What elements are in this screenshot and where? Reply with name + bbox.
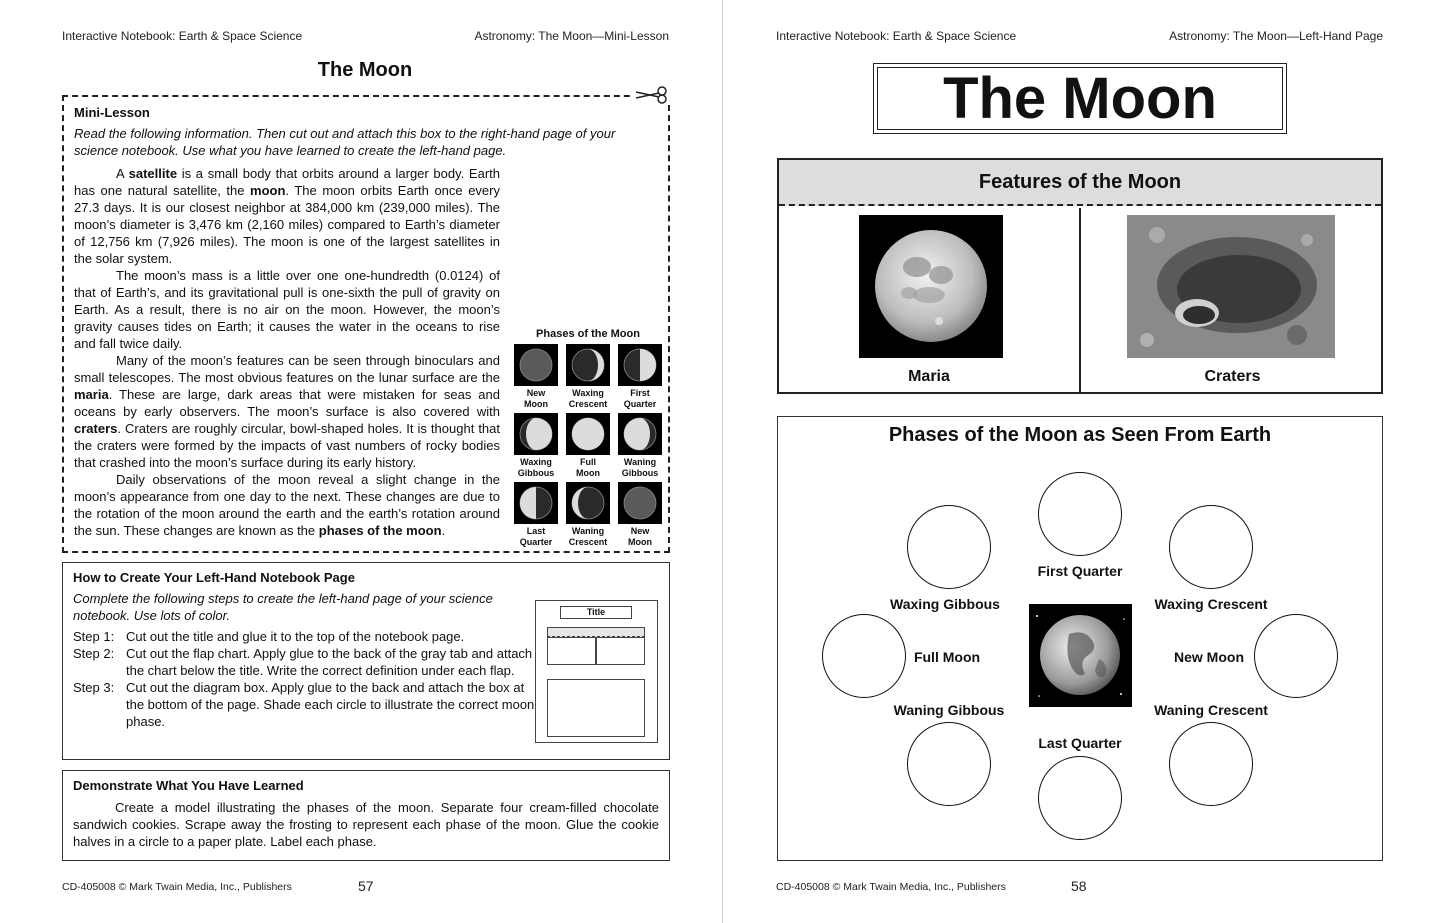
- phase-label: Waxing Gibbous: [517, 457, 555, 478]
- left-page: [0, 0, 722, 923]
- maria-image: [859, 215, 1003, 358]
- paragraph-phases: Daily observations of the moon reveal a slight change in the moon’s appearance from one day to the next. These changes are due to the rotation of the moon around the earth and the earth’s rotation around the sun. These changes are known as the phases of the moon.: [74, 472, 500, 538]
- circle-full-moon[interactable]: [822, 614, 906, 698]
- diagram-flap-right: [596, 637, 645, 665]
- phase-label: New Moon: [524, 388, 548, 409]
- diagram-tab: [547, 627, 645, 637]
- howto-intro: Complete the following steps to create the left-hand page of your science notebook. Use lots of color.: [73, 591, 493, 623]
- phase-label: Full Moon: [576, 457, 600, 478]
- moon-phase-icon: [514, 413, 558, 455]
- header-right: Astronomy: The Moon—Left-Hand Page: [1169, 29, 1383, 43]
- phase-label: New Moon: [628, 526, 652, 547]
- mini-lesson-box: [62, 95, 670, 553]
- howto-heading: How to Create Your Left-Hand Notebook Page: [73, 570, 355, 585]
- paragraph-mass: The moon’s mass is a little over one one-hundredth (0.0124) of that of Earth’s, and its gravitational pull is one-sixth the pull of gravity on Earth. As a result, there is no air on the moon. However, the moon’s gravity causes tides on Earth; it causes the water in the oceans to rise and fall twice daily.: [74, 268, 500, 351]
- step-item: Step 1: Cut out the title and glue it to the top of the notebook page.: [73, 629, 465, 644]
- diagram-title: Title: [560, 606, 632, 619]
- header-left: Interactive Notebook: Earth & Space Science: [62, 29, 303, 43]
- phase-label: First Quarter: [623, 388, 657, 409]
- step-item: Step 3: Cut out the diagram box. Apply glue to the back and attach the box at the bottom of the page. Shade each circle to illustrate the correct moon phase.: [73, 680, 535, 729]
- phases-heading: Phases of the Moon as Seen From Earth: [888, 424, 1272, 446]
- phase-chart-title: Phases of the Moon: [536, 328, 640, 340]
- label-waning-crescent: Waning Crescent: [1154, 702, 1268, 718]
- label-waxing-gibbous: Waxing Gibbous: [890, 596, 1000, 612]
- phase-label: Waxing Crescent: [568, 388, 608, 409]
- phases-diagram-box: [777, 416, 1383, 861]
- circle-waning-gibbous[interactable]: [907, 722, 991, 806]
- moon-phase-icon: [618, 413, 662, 455]
- moon-phase-icon: [566, 413, 610, 455]
- label-full-moon: Full Moon: [913, 649, 981, 665]
- phase-cell: [614, 413, 666, 479]
- flap-maria: [779, 208, 1081, 394]
- diagram-box: [547, 679, 645, 737]
- phase-cell: [614, 482, 666, 548]
- features-heading: Features of the Moon: [779, 160, 1381, 206]
- label-last-quarter: Last Quarter: [1038, 735, 1122, 751]
- page-title: The Moon: [317, 59, 413, 81]
- paragraph-satellite: A satellite is a small body that orbits around a larger body. Earth has one natural satellite, the moon. The moon orbits Earth once every 27.3 days. It is our closest neighbor at 384,000 km (239,000 miles). The moon’s diameter is 3,476 km (2,160 miles) compared to Earth’s diameter of 12,756 km (7,926 miles). The moon is one of the largest satellites in the solar system.: [74, 166, 500, 266]
- right-page: [723, 0, 1445, 923]
- moon-phase-icon: [514, 344, 558, 386]
- phase-cell: [562, 482, 614, 548]
- phase-label: Waning Gibbous: [621, 457, 659, 478]
- circle-first-quarter[interactable]: [1038, 472, 1122, 556]
- mini-lesson-intro: Read the following information. Then cut out and attach this box to the right-hand page of your science notebook. Use what you have learned to create the left-hand page.: [74, 126, 616, 158]
- page-title: The Moon: [877, 67, 1283, 130]
- moon-phase-icon: [566, 344, 610, 386]
- phase-cell: [510, 413, 562, 479]
- phase-grid: [510, 344, 666, 548]
- flap-craters: [1082, 208, 1383, 394]
- demo-heading: Demonstrate What You Have Learned: [73, 778, 304, 793]
- label-craters: Craters: [1204, 368, 1261, 385]
- header-left: Interactive Notebook: Earth & Space Science: [776, 29, 1017, 43]
- title-box: [873, 63, 1287, 134]
- howto-box: [62, 562, 670, 760]
- features-flap-chart: [777, 158, 1383, 394]
- circle-waxing-gibbous[interactable]: [907, 505, 991, 589]
- phase-cell: [562, 413, 614, 479]
- circle-waning-crescent[interactable]: [1169, 722, 1253, 806]
- craters-image: [1127, 215, 1335, 358]
- label-waning-gibbous: Waning Gibbous: [893, 702, 1005, 718]
- label-first-quarter: First Quarter: [1037, 563, 1123, 579]
- label-maria: Maria: [908, 368, 950, 385]
- step-item: Step 2: Cut out the flap chart. Apply glue to the back of the gray tab and attach the chart below the title. Write the correct definition under each flap.: [73, 646, 533, 678]
- moon-phase-icon: [618, 344, 662, 386]
- phase-cell: [614, 344, 666, 410]
- diagram-flap-left: [547, 637, 596, 665]
- phase-chart: [510, 328, 666, 548]
- phase-cell: [510, 482, 562, 548]
- mini-lesson-heading: Mini-Lesson: [74, 105, 150, 120]
- scissors-icon: [632, 85, 672, 105]
- paragraph-features: Many of the moon’s features can be seen through binoculars and small telescopes. The most obvious features on the lunar surface are the maria. These are large, dark areas that were mistaken for seas and oceans by early observers. The moon’s surface is also covered with craters. Craters are roughly circular, bowl-shaped holes. It is thought that the craters were formed by the impacts of vast numbers of rocky bodies that crashed into the moon’s surface during its early history.: [74, 353, 500, 470]
- moon-phase-icon: [514, 482, 558, 524]
- moon-phase-icon: [566, 482, 610, 524]
- page-number: 58: [1071, 878, 1087, 894]
- phase-cell: [562, 344, 614, 410]
- label-new-moon: New Moon: [1174, 649, 1244, 665]
- earth-image: [1029, 604, 1132, 707]
- moon-phase-icon: [618, 482, 662, 524]
- label-waxing-crescent: Waxing Crescent: [1154, 596, 1268, 612]
- footer: CD-405008 © Mark Twain Media, Inc., Publishers: [62, 881, 292, 893]
- footer: CD-405008 © Mark Twain Media, Inc., Publishers: [776, 881, 1006, 893]
- header-right: Astronomy: The Moon—Mini-Lesson: [474, 29, 669, 43]
- phase-cell: [510, 344, 562, 410]
- demo-text: Create a model illustrating the phases of the moon. Separate four cream-filled chocolate sandwich cookies. Scrape away the frosting to represent each phase of the moon. Glue the cookie halves in a circle to a paper plate. Label each phase.: [73, 800, 659, 849]
- circle-waxing-crescent[interactable]: [1169, 505, 1253, 589]
- phase-label: Waning Crescent: [568, 526, 608, 547]
- circle-new-moon[interactable]: [1254, 614, 1338, 698]
- page-number: 57: [358, 878, 374, 894]
- demo-box: [62, 770, 670, 861]
- phase-label: Last Quarter: [519, 526, 553, 547]
- circle-last-quarter[interactable]: [1038, 756, 1122, 840]
- steps-list: [73, 628, 543, 730]
- notebook-diagram: [535, 600, 658, 743]
